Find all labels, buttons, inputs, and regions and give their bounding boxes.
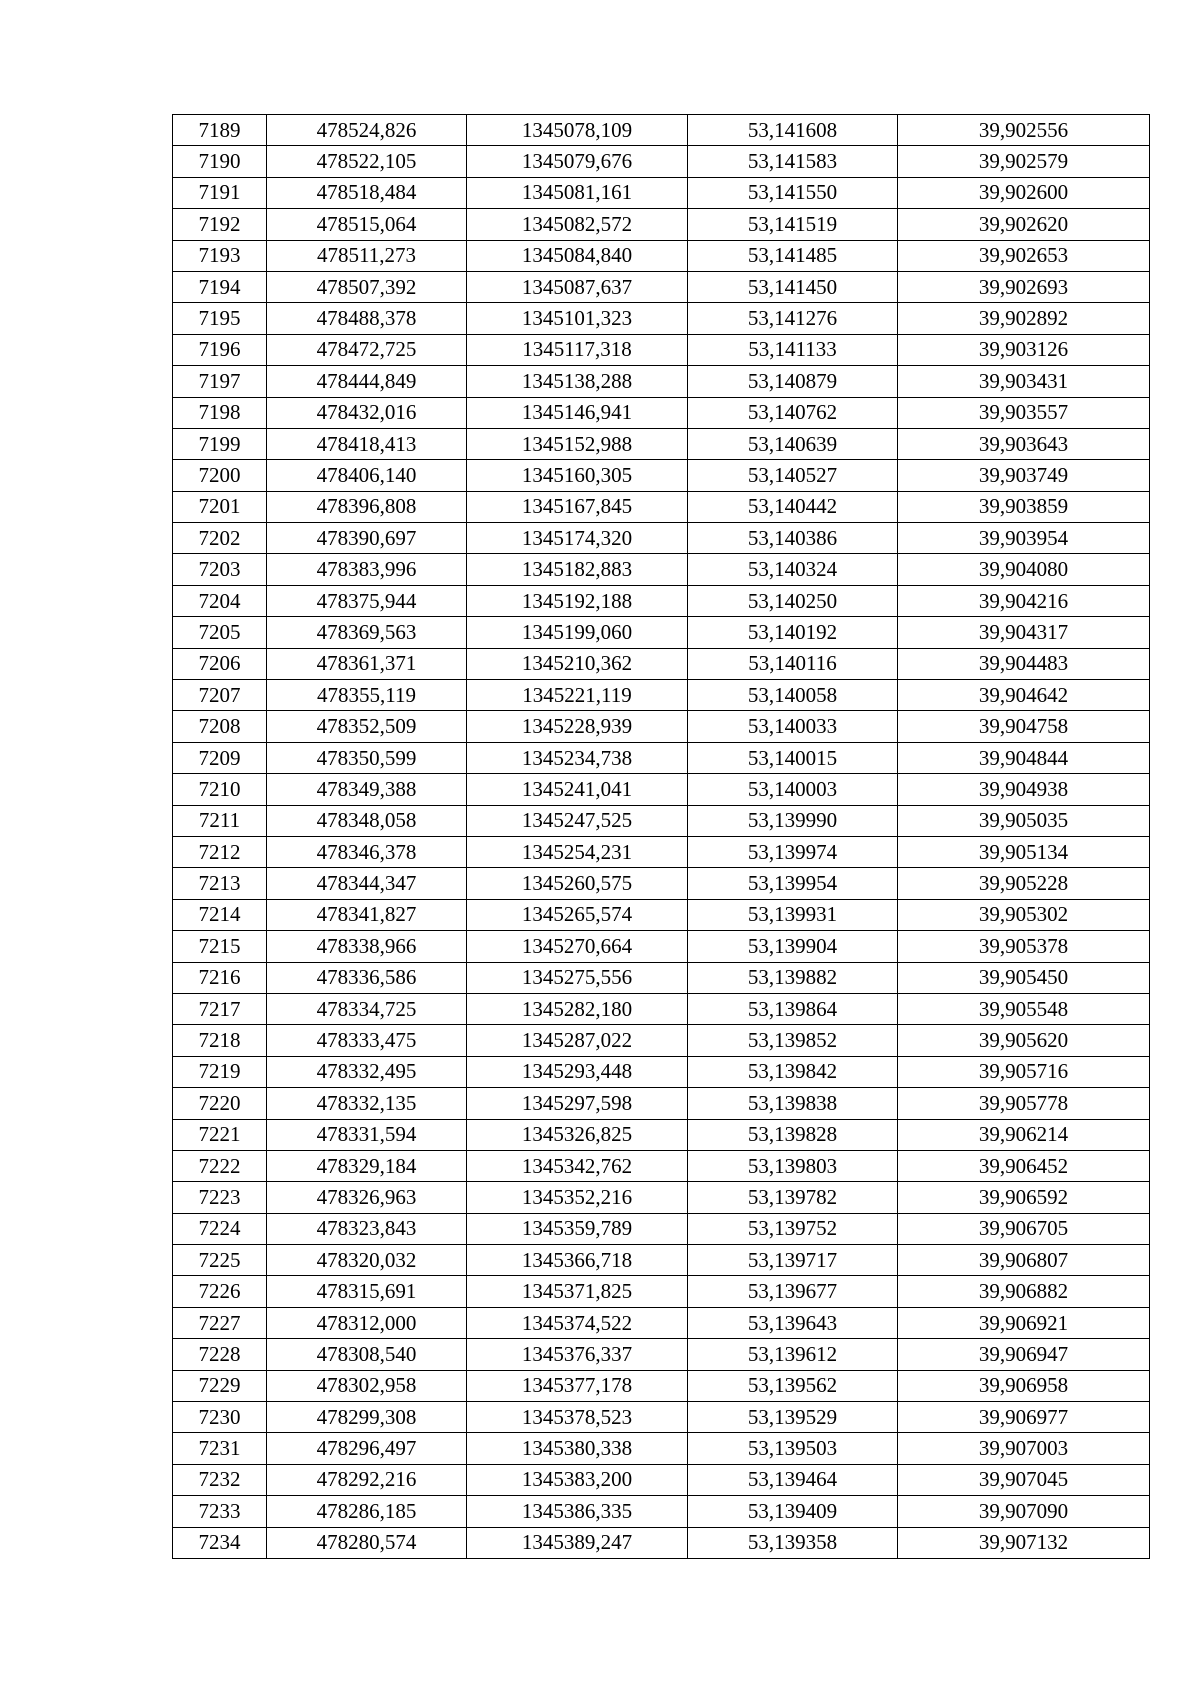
- point-number-cell: 7232: [173, 1464, 267, 1495]
- point-number-cell: 7215: [173, 931, 267, 962]
- table-row: [173, 554, 1150, 585]
- y-coordinate-cell: 1345084,840: [467, 240, 688, 271]
- longitude-cell: 39,906214: [898, 1119, 1150, 1150]
- latitude-cell: 53,139562: [688, 1370, 898, 1401]
- latitude-cell: 53,139643: [688, 1307, 898, 1338]
- y-coordinate-cell: 1345352,216: [467, 1182, 688, 1213]
- longitude-cell: 39,907132: [898, 1527, 1150, 1558]
- latitude-cell: 53,139904: [688, 931, 898, 962]
- latitude-cell: 53,139931: [688, 899, 898, 930]
- latitude-cell: 53,140015: [688, 742, 898, 773]
- y-coordinate-cell: 1345160,305: [467, 460, 688, 491]
- point-number-cell: 7211: [173, 805, 267, 836]
- table-row: [173, 1213, 1150, 1244]
- point-number-cell: 7212: [173, 836, 267, 867]
- longitude-cell: 39,902620: [898, 209, 1150, 240]
- y-coordinate-cell: 1345389,247: [467, 1527, 688, 1558]
- latitude-cell: 53,141583: [688, 146, 898, 177]
- latitude-cell: 53,140762: [688, 397, 898, 428]
- table-row: [173, 1276, 1150, 1307]
- x-coordinate-cell: 478418,413: [267, 428, 467, 459]
- y-coordinate-cell: 1345146,941: [467, 397, 688, 428]
- table-row: [173, 774, 1150, 805]
- table-row: [173, 1307, 1150, 1338]
- table-row: [173, 271, 1150, 302]
- x-coordinate-cell: 478315,691: [267, 1276, 467, 1307]
- table-row: [173, 1496, 1150, 1527]
- x-coordinate-cell: 478522,105: [267, 146, 467, 177]
- x-coordinate-cell: 478472,725: [267, 334, 467, 365]
- latitude-cell: 53,140003: [688, 774, 898, 805]
- point-number-cell: 7201: [173, 491, 267, 522]
- table-row: [173, 742, 1150, 773]
- longitude-cell: 39,906882: [898, 1276, 1150, 1307]
- latitude-cell: 53,139677: [688, 1276, 898, 1307]
- longitude-cell: 39,903749: [898, 460, 1150, 491]
- point-number-cell: 7214: [173, 899, 267, 930]
- longitude-cell: 39,902556: [898, 115, 1150, 146]
- x-coordinate-cell: 478296,497: [267, 1433, 467, 1464]
- x-coordinate-cell: 478383,996: [267, 554, 467, 585]
- x-coordinate-cell: 478312,000: [267, 1307, 467, 1338]
- point-number-cell: 7196: [173, 334, 267, 365]
- table-row: [173, 868, 1150, 899]
- latitude-cell: 53,139782: [688, 1182, 898, 1213]
- point-number-cell: 7225: [173, 1245, 267, 1276]
- y-coordinate-cell: 1345199,060: [467, 617, 688, 648]
- x-coordinate-cell: 478406,140: [267, 460, 467, 491]
- point-number-cell: 7233: [173, 1496, 267, 1527]
- x-coordinate-cell: 478341,827: [267, 899, 467, 930]
- latitude-cell: 53,141276: [688, 303, 898, 334]
- latitude-cell: 53,139803: [688, 1150, 898, 1181]
- longitude-cell: 39,904483: [898, 648, 1150, 679]
- table-row: [173, 115, 1150, 146]
- point-number-cell: 7191: [173, 177, 267, 208]
- longitude-cell: 39,904938: [898, 774, 1150, 805]
- longitude-cell: 39,904216: [898, 585, 1150, 616]
- x-coordinate-cell: 478432,016: [267, 397, 467, 428]
- x-coordinate-cell: 478396,808: [267, 491, 467, 522]
- table-body: [173, 115, 1150, 1559]
- table-row: [173, 491, 1150, 522]
- longitude-cell: 39,905378: [898, 931, 1150, 962]
- y-coordinate-cell: 1345152,988: [467, 428, 688, 459]
- latitude-cell: 53,139842: [688, 1056, 898, 1087]
- point-number-cell: 7202: [173, 523, 267, 554]
- x-coordinate-cell: 478511,273: [267, 240, 467, 271]
- longitude-cell: 39,902579: [898, 146, 1150, 177]
- y-coordinate-cell: 1345221,119: [467, 680, 688, 711]
- x-coordinate-cell: 478334,725: [267, 993, 467, 1024]
- y-coordinate-cell: 1345260,575: [467, 868, 688, 899]
- point-number-cell: 7199: [173, 428, 267, 459]
- longitude-cell: 39,902600: [898, 177, 1150, 208]
- point-number-cell: 7223: [173, 1182, 267, 1213]
- point-number-cell: 7195: [173, 303, 267, 334]
- y-coordinate-cell: 1345282,180: [467, 993, 688, 1024]
- point-number-cell: 7209: [173, 742, 267, 773]
- point-number-cell: 7222: [173, 1150, 267, 1181]
- longitude-cell: 39,903954: [898, 523, 1150, 554]
- latitude-cell: 53,139838: [688, 1088, 898, 1119]
- table-row: [173, 711, 1150, 742]
- latitude-cell: 53,139752: [688, 1213, 898, 1244]
- latitude-cell: 53,139882: [688, 962, 898, 993]
- point-number-cell: 7216: [173, 962, 267, 993]
- x-coordinate-cell: 478488,378: [267, 303, 467, 334]
- table-row: [173, 1370, 1150, 1401]
- longitude-cell: 39,905450: [898, 962, 1150, 993]
- table-row: [173, 209, 1150, 240]
- longitude-cell: 39,905228: [898, 868, 1150, 899]
- y-coordinate-cell: 1345087,637: [467, 271, 688, 302]
- x-coordinate-cell: 478348,058: [267, 805, 467, 836]
- x-coordinate-cell: 478320,032: [267, 1245, 467, 1276]
- longitude-cell: 39,906452: [898, 1150, 1150, 1181]
- longitude-cell: 39,905716: [898, 1056, 1150, 1087]
- latitude-cell: 53,140250: [688, 585, 898, 616]
- table-row: [173, 397, 1150, 428]
- table-row: [173, 460, 1150, 491]
- y-coordinate-cell: 1345082,572: [467, 209, 688, 240]
- y-coordinate-cell: 1345386,335: [467, 1496, 688, 1527]
- table-row: [173, 836, 1150, 867]
- latitude-cell: 53,139358: [688, 1527, 898, 1558]
- table-row: [173, 366, 1150, 397]
- table-row: [173, 1150, 1150, 1181]
- point-number-cell: 7192: [173, 209, 267, 240]
- longitude-cell: 39,905620: [898, 1025, 1150, 1056]
- latitude-cell: 53,139612: [688, 1339, 898, 1370]
- latitude-cell: 53,139974: [688, 836, 898, 867]
- table-row: [173, 303, 1150, 334]
- table-row: [173, 931, 1150, 962]
- latitude-cell: 53,139409: [688, 1496, 898, 1527]
- x-coordinate-cell: 478524,826: [267, 115, 467, 146]
- point-number-cell: 7197: [173, 366, 267, 397]
- latitude-cell: 53,140879: [688, 366, 898, 397]
- point-number-cell: 7218: [173, 1025, 267, 1056]
- x-coordinate-cell: 478308,540: [267, 1339, 467, 1370]
- table-row: [173, 240, 1150, 271]
- x-coordinate-cell: 478338,966: [267, 931, 467, 962]
- latitude-cell: 53,141485: [688, 240, 898, 271]
- table-row: [173, 1464, 1150, 1495]
- y-coordinate-cell: 1345293,448: [467, 1056, 688, 1087]
- table-row: [173, 1339, 1150, 1370]
- point-number-cell: 7205: [173, 617, 267, 648]
- longitude-cell: 39,906977: [898, 1402, 1150, 1433]
- point-number-cell: 7221: [173, 1119, 267, 1150]
- table-row: [173, 1119, 1150, 1150]
- point-number-cell: 7206: [173, 648, 267, 679]
- point-number-cell: 7229: [173, 1370, 267, 1401]
- x-coordinate-cell: 478332,495: [267, 1056, 467, 1087]
- x-coordinate-cell: 478302,958: [267, 1370, 467, 1401]
- y-coordinate-cell: 1345078,109: [467, 115, 688, 146]
- point-number-cell: 7219: [173, 1056, 267, 1087]
- table-row: [173, 962, 1150, 993]
- table-row: [173, 1056, 1150, 1087]
- table-row: [173, 523, 1150, 554]
- table-row: [173, 899, 1150, 930]
- y-coordinate-cell: 1345167,845: [467, 491, 688, 522]
- latitude-cell: 53,140527: [688, 460, 898, 491]
- longitude-cell: 39,906947: [898, 1339, 1150, 1370]
- table-row: [173, 1433, 1150, 1464]
- y-coordinate-cell: 1345174,320: [467, 523, 688, 554]
- latitude-cell: 53,140058: [688, 680, 898, 711]
- latitude-cell: 53,139717: [688, 1245, 898, 1276]
- x-coordinate-cell: 478361,371: [267, 648, 467, 679]
- x-coordinate-cell: 478336,586: [267, 962, 467, 993]
- point-number-cell: 7194: [173, 271, 267, 302]
- longitude-cell: 39,906807: [898, 1245, 1150, 1276]
- coordinates-table: [172, 114, 1150, 1559]
- x-coordinate-cell: 478344,347: [267, 868, 467, 899]
- latitude-cell: 53,139864: [688, 993, 898, 1024]
- y-coordinate-cell: 1345366,718: [467, 1245, 688, 1276]
- latitude-cell: 53,140386: [688, 523, 898, 554]
- longitude-cell: 39,904758: [898, 711, 1150, 742]
- table-row: [173, 1025, 1150, 1056]
- table-row: [173, 805, 1150, 836]
- table-row: [173, 1527, 1150, 1558]
- y-coordinate-cell: 1345234,738: [467, 742, 688, 773]
- longitude-cell: 39,907045: [898, 1464, 1150, 1495]
- x-coordinate-cell: 478375,944: [267, 585, 467, 616]
- table-row: [173, 334, 1150, 365]
- point-number-cell: 7231: [173, 1433, 267, 1464]
- latitude-cell: 53,140116: [688, 648, 898, 679]
- x-coordinate-cell: 478518,484: [267, 177, 467, 208]
- longitude-cell: 39,904642: [898, 680, 1150, 711]
- latitude-cell: 53,139990: [688, 805, 898, 836]
- y-coordinate-cell: 1345254,231: [467, 836, 688, 867]
- y-coordinate-cell: 1345297,598: [467, 1088, 688, 1119]
- y-coordinate-cell: 1345079,676: [467, 146, 688, 177]
- y-coordinate-cell: 1345287,022: [467, 1025, 688, 1056]
- latitude-cell: 53,141608: [688, 115, 898, 146]
- x-coordinate-cell: 478333,475: [267, 1025, 467, 1056]
- y-coordinate-cell: 1345210,362: [467, 648, 688, 679]
- point-number-cell: 7224: [173, 1213, 267, 1244]
- y-coordinate-cell: 1345383,200: [467, 1464, 688, 1495]
- table-row: [173, 585, 1150, 616]
- point-number-cell: 7204: [173, 585, 267, 616]
- point-number-cell: 7193: [173, 240, 267, 271]
- table-row: [173, 993, 1150, 1024]
- y-coordinate-cell: 1345265,574: [467, 899, 688, 930]
- longitude-cell: 39,902653: [898, 240, 1150, 271]
- point-number-cell: 7228: [173, 1339, 267, 1370]
- x-coordinate-cell: 478350,599: [267, 742, 467, 773]
- point-number-cell: 7226: [173, 1276, 267, 1307]
- y-coordinate-cell: 1345275,556: [467, 962, 688, 993]
- y-coordinate-cell: 1345326,825: [467, 1119, 688, 1150]
- point-number-cell: 7200: [173, 460, 267, 491]
- longitude-cell: 39,907090: [898, 1496, 1150, 1527]
- x-coordinate-cell: 478352,509: [267, 711, 467, 742]
- x-coordinate-cell: 478329,184: [267, 1150, 467, 1181]
- latitude-cell: 53,139529: [688, 1402, 898, 1433]
- longitude-cell: 39,903126: [898, 334, 1150, 365]
- latitude-cell: 53,140442: [688, 491, 898, 522]
- longitude-cell: 39,905302: [898, 899, 1150, 930]
- y-coordinate-cell: 1345359,789: [467, 1213, 688, 1244]
- latitude-cell: 53,139828: [688, 1119, 898, 1150]
- point-number-cell: 7230: [173, 1402, 267, 1433]
- point-number-cell: 7210: [173, 774, 267, 805]
- longitude-cell: 39,905778: [898, 1088, 1150, 1119]
- y-coordinate-cell: 1345138,288: [467, 366, 688, 397]
- y-coordinate-cell: 1345117,318: [467, 334, 688, 365]
- y-coordinate-cell: 1345101,323: [467, 303, 688, 334]
- latitude-cell: 53,139503: [688, 1433, 898, 1464]
- longitude-cell: 39,902892: [898, 303, 1150, 334]
- y-coordinate-cell: 1345241,041: [467, 774, 688, 805]
- latitude-cell: 53,139464: [688, 1464, 898, 1495]
- point-number-cell: 7217: [173, 993, 267, 1024]
- longitude-cell: 39,902693: [898, 271, 1150, 302]
- longitude-cell: 39,907003: [898, 1433, 1150, 1464]
- table-row: [173, 1245, 1150, 1276]
- latitude-cell: 53,139852: [688, 1025, 898, 1056]
- x-coordinate-cell: 478286,185: [267, 1496, 467, 1527]
- x-coordinate-cell: 478331,594: [267, 1119, 467, 1150]
- table-row: [173, 1402, 1150, 1433]
- longitude-cell: 39,903859: [898, 491, 1150, 522]
- latitude-cell: 53,141519: [688, 209, 898, 240]
- y-coordinate-cell: 1345342,762: [467, 1150, 688, 1181]
- latitude-cell: 53,141133: [688, 334, 898, 365]
- x-coordinate-cell: 478323,843: [267, 1213, 467, 1244]
- point-number-cell: 7234: [173, 1527, 267, 1558]
- longitude-cell: 39,906958: [898, 1370, 1150, 1401]
- x-coordinate-cell: 478292,216: [267, 1464, 467, 1495]
- y-coordinate-cell: 1345270,664: [467, 931, 688, 962]
- latitude-cell: 53,140639: [688, 428, 898, 459]
- y-coordinate-cell: 1345374,522: [467, 1307, 688, 1338]
- longitude-cell: 39,905548: [898, 993, 1150, 1024]
- longitude-cell: 39,903431: [898, 366, 1150, 397]
- x-coordinate-cell: 478369,563: [267, 617, 467, 648]
- y-coordinate-cell: 1345182,883: [467, 554, 688, 585]
- x-coordinate-cell: 478326,963: [267, 1182, 467, 1213]
- point-number-cell: 7207: [173, 680, 267, 711]
- x-coordinate-cell: 478507,392: [267, 271, 467, 302]
- table-row: [173, 680, 1150, 711]
- y-coordinate-cell: 1345247,525: [467, 805, 688, 836]
- longitude-cell: 39,905134: [898, 836, 1150, 867]
- longitude-cell: 39,904080: [898, 554, 1150, 585]
- longitude-cell: 39,903557: [898, 397, 1150, 428]
- point-number-cell: 7227: [173, 1307, 267, 1338]
- y-coordinate-cell: 1345371,825: [467, 1276, 688, 1307]
- point-number-cell: 7208: [173, 711, 267, 742]
- table-row: [173, 177, 1150, 208]
- table-row: [173, 1182, 1150, 1213]
- x-coordinate-cell: 478444,849: [267, 366, 467, 397]
- table-row: [173, 1088, 1150, 1119]
- latitude-cell: 53,140324: [688, 554, 898, 585]
- latitude-cell: 53,141550: [688, 177, 898, 208]
- longitude-cell: 39,903643: [898, 428, 1150, 459]
- table-row: [173, 648, 1150, 679]
- longitude-cell: 39,906592: [898, 1182, 1150, 1213]
- point-number-cell: 7203: [173, 554, 267, 585]
- y-coordinate-cell: 1345377,178: [467, 1370, 688, 1401]
- x-coordinate-cell: 478349,388: [267, 774, 467, 805]
- y-coordinate-cell: 1345228,939: [467, 711, 688, 742]
- x-coordinate-cell: 478280,574: [267, 1527, 467, 1558]
- x-coordinate-cell: 478390,697: [267, 523, 467, 554]
- x-coordinate-cell: 478515,064: [267, 209, 467, 240]
- x-coordinate-cell: 478332,135: [267, 1088, 467, 1119]
- latitude-cell: 53,139954: [688, 868, 898, 899]
- longitude-cell: 39,906705: [898, 1213, 1150, 1244]
- table-row: [173, 617, 1150, 648]
- point-number-cell: 7213: [173, 868, 267, 899]
- latitude-cell: 53,141450: [688, 271, 898, 302]
- point-number-cell: 7190: [173, 146, 267, 177]
- longitude-cell: 39,904317: [898, 617, 1150, 648]
- longitude-cell: 39,906921: [898, 1307, 1150, 1338]
- x-coordinate-cell: 478355,119: [267, 680, 467, 711]
- point-number-cell: 7220: [173, 1088, 267, 1119]
- y-coordinate-cell: 1345192,188: [467, 585, 688, 616]
- latitude-cell: 53,140033: [688, 711, 898, 742]
- y-coordinate-cell: 1345378,523: [467, 1402, 688, 1433]
- latitude-cell: 53,140192: [688, 617, 898, 648]
- longitude-cell: 39,905035: [898, 805, 1150, 836]
- x-coordinate-cell: 478299,308: [267, 1402, 467, 1433]
- table-row: [173, 428, 1150, 459]
- y-coordinate-cell: 1345380,338: [467, 1433, 688, 1464]
- x-coordinate-cell: 478346,378: [267, 836, 467, 867]
- table-row: [173, 146, 1150, 177]
- y-coordinate-cell: 1345081,161: [467, 177, 688, 208]
- longitude-cell: 39,904844: [898, 742, 1150, 773]
- point-number-cell: 7189: [173, 115, 267, 146]
- point-number-cell: 7198: [173, 397, 267, 428]
- y-coordinate-cell: 1345376,337: [467, 1339, 688, 1370]
